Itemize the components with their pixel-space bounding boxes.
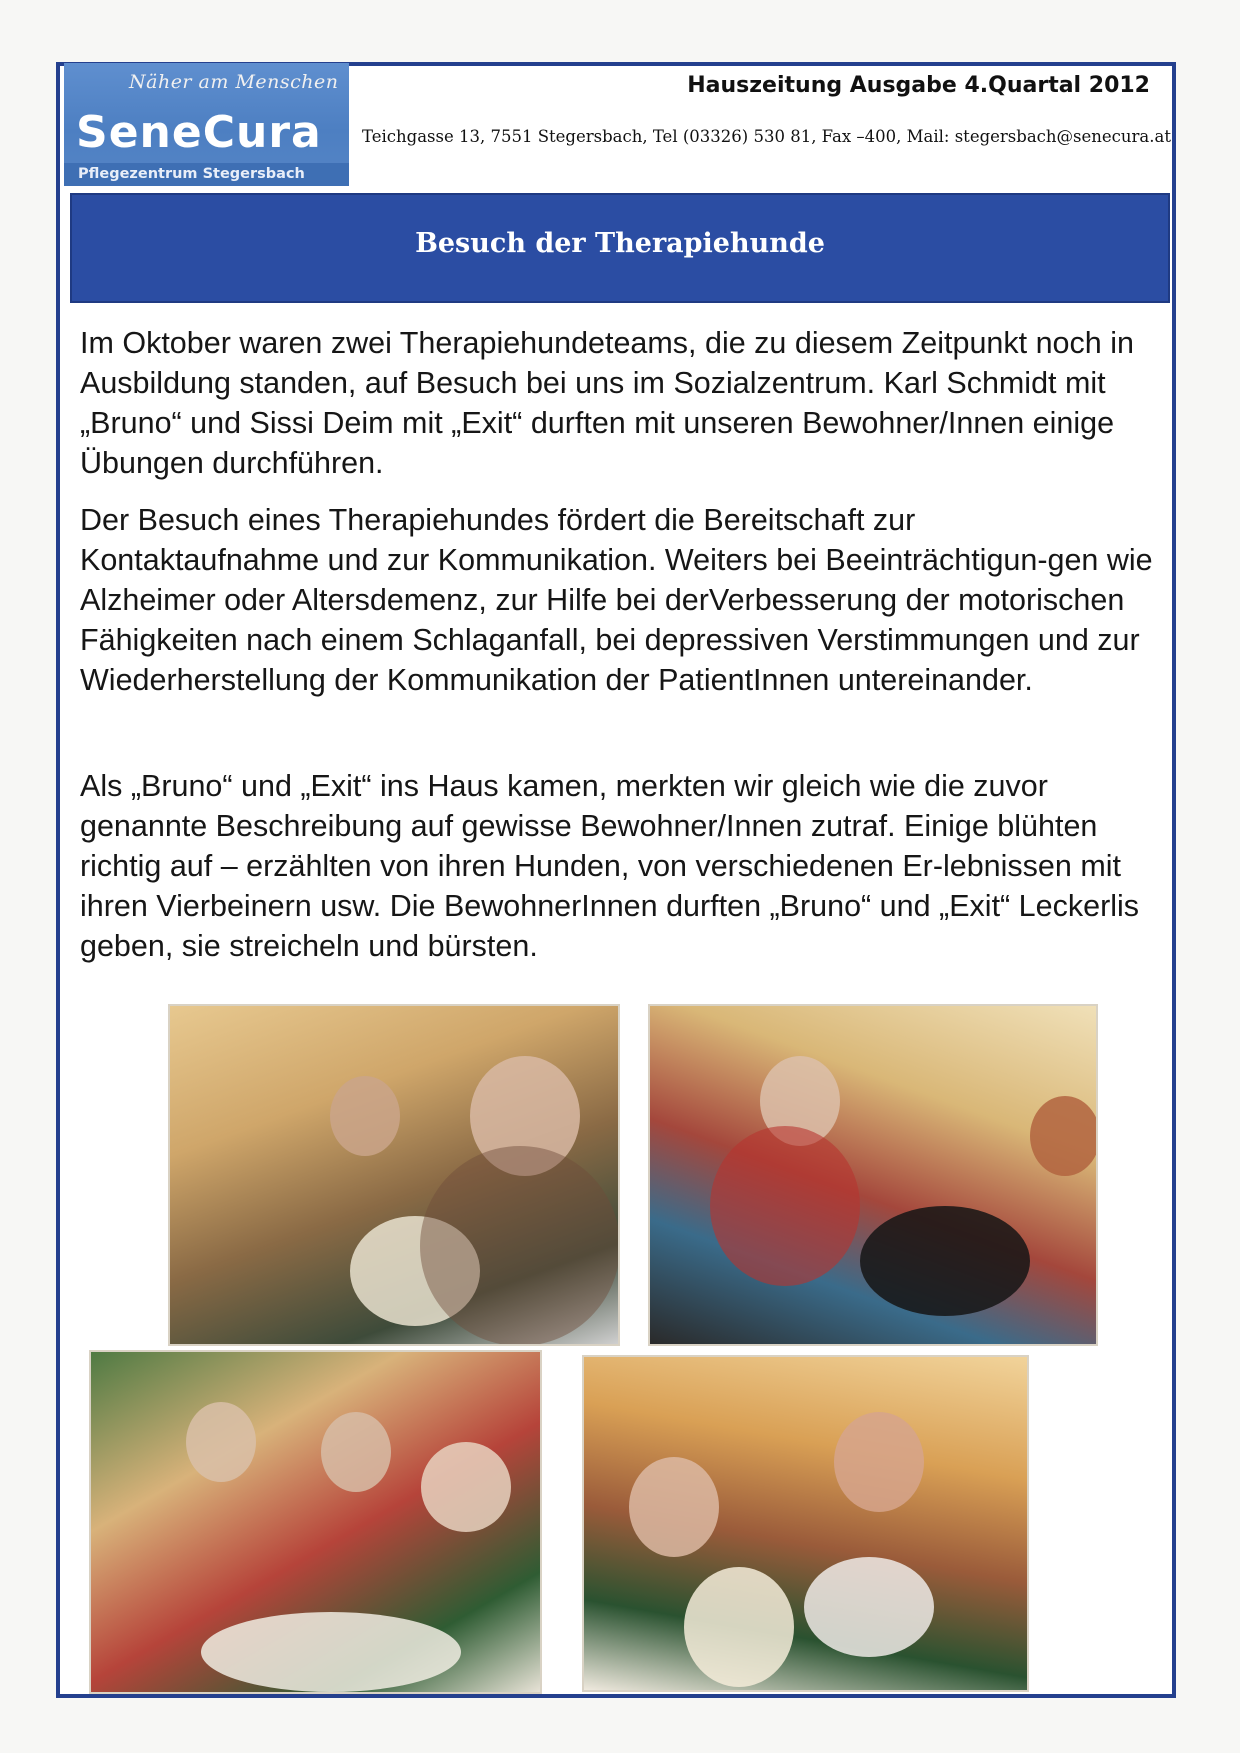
article-banner: [70, 193, 1170, 303]
photo-therapy-dog-visit-2: [648, 1004, 1098, 1346]
logo-subtitle: Pflegezentrum Stegersbach: [64, 163, 349, 186]
article-paragraph-1: Im Oktober waren zwei Therapiehundeteams, die zu diesem Zeitpunkt noch in Ausbildung standen, auf Besuch bei uns im Sozialzentrum. Karl Schmidt mit „Bruno“ und Sissi Deim mit „Exit“ durften mit unseren Bewohner/Innen einige Übungen durchführen.: [80, 326, 1134, 480]
issue-title: Hauszeitung Ausgabe 4.Quartal 2012: [687, 73, 1150, 98]
logo-name: SeneCura: [76, 107, 322, 158]
article-paragraph-3: Als „Bruno“ und „Exit“ ins Haus kamen, merkten wir gleich wie die zuvor genannte Beschreibung auf gewisse Bewohner/Innen zutraf. Einige blühten richtig auf – erzählten von ihren Hunden, von verschiedenen Er-lebnissen mit ihren Vierbeinern usw. Die BewohnerInnen durften „Bruno“ und „Exit“ Leckerlis geben, sie streicheln und bürsten.: [80, 769, 1140, 963]
article-title: Besuch der Therapiehunde: [415, 228, 825, 259]
photo-therapy-dog-visit-4: [582, 1355, 1029, 1692]
photo-therapy-dog-visit-1: [168, 1004, 620, 1346]
article-paragraph-2: Der Besuch eines Therapiehundes fördert die Bereitschaft zur Kontaktaufnahme und zur Kommunikation. Weiters bei Beeinträchtigun-gen wie Alzheimer oder Altersdemenz, zur Hilfe bei derVerbesserung der motorischen Fähigkeiten nach einem Schlaganfall, bei depressiven Verstimmungen und zur Wiederherstellung der Kommunikation der PatientInnen untereinander.: [80, 503, 1153, 697]
logo-tagline: Näher am Menschen: [129, 71, 339, 93]
photo-therapy-dog-visit-3: [89, 1350, 542, 1694]
contact-address: Teichgasse 13, 7551 Stegersbach, Tel (03326) 530 81, Fax –400, Mail: stegersbach@senecura.at: [362, 127, 1171, 146]
senecura-logo: [64, 63, 349, 186]
